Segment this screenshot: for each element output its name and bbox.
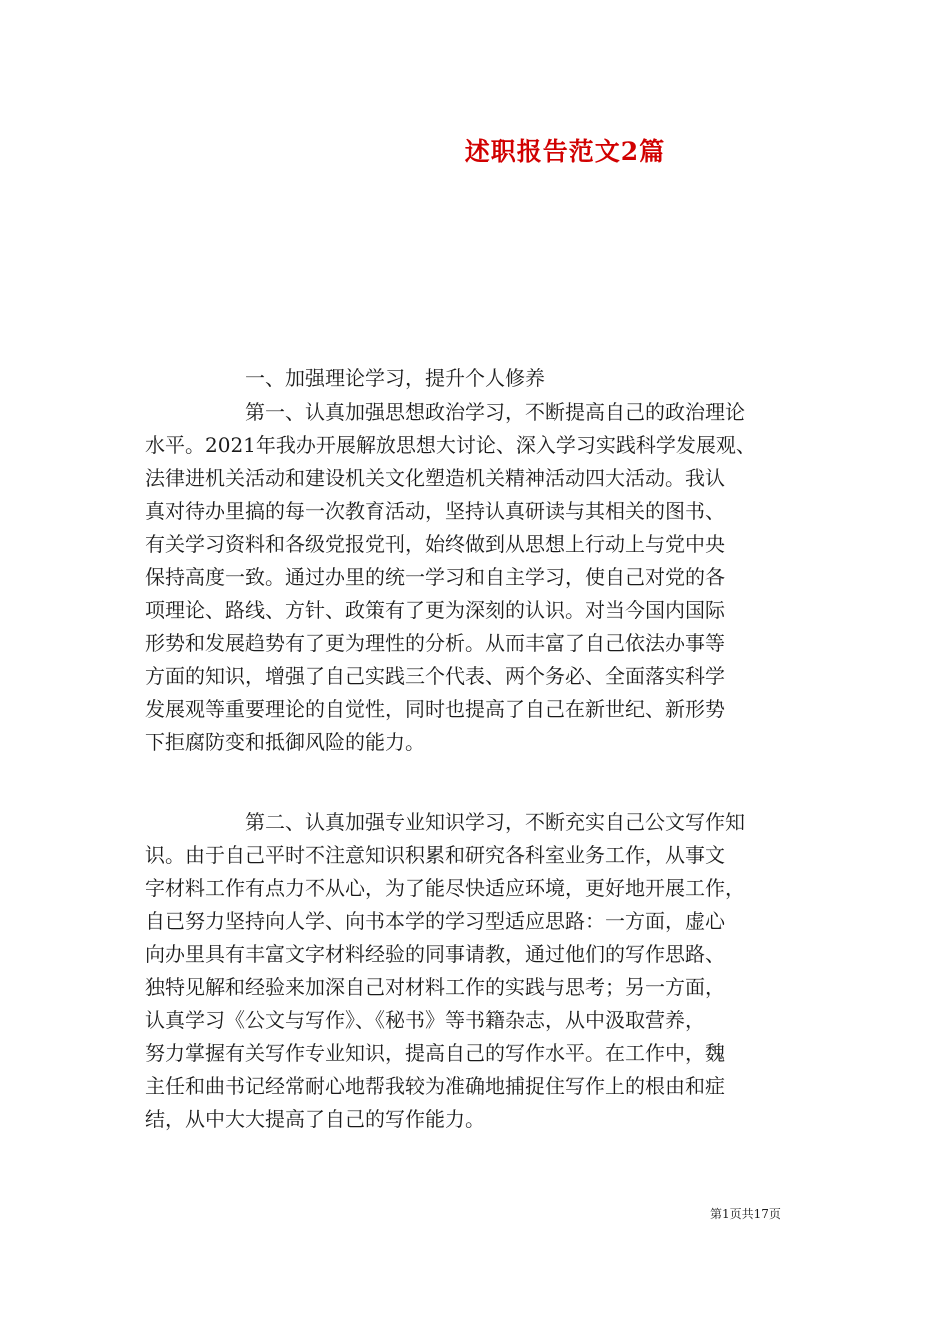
paragraph-2 [145, 806, 815, 1136]
paragraph-line: 保持高度一致。通过办里的统一学习和自主学习，使自己对党的各 [145, 565, 725, 589]
page-number-footer: 第1页共17页 [710, 1207, 781, 1221]
paragraph-line: 方面的知识，增强了自己实践三个代表、两个务必、全面落实科学 [145, 664, 725, 688]
paragraph-line: 水平。2021年我办开展解放思想大讨论、深入学习实践科学发展观、 [145, 433, 756, 457]
paragraph-line: 独特见解和经验来加深自己对材料工作的实践与思考；另一方面， [145, 975, 725, 999]
paragraph-line: 第二、认真加强专业知识学习，不断充实自己公文写作知 [245, 810, 745, 834]
paragraph-line: 项理论、路线、方针、政策有了更为深刻的认识。对当今国内国际 [145, 598, 725, 622]
paragraph-line: 结，从中大大提高了自己的写作能力。 [145, 1107, 485, 1131]
paragraph-line: 主任和曲书记经常耐心地帮我较为准确地捕捉住写作上的根由和症 [145, 1074, 725, 1098]
paragraph-line: 法律进机关活动和建设机关文化塑造机关精神活动四大活动。我认 [145, 466, 725, 490]
paragraph-1 [145, 396, 815, 759]
paragraph-line: 真对待办里搞的每一次教育活动，坚持认真研读与其相关的图书、 [145, 499, 725, 523]
paragraph-line: 形势和发展趋势有了更为理性的分析。从而丰富了自己依法办事等 [145, 631, 725, 655]
paragraph-line: 字材料工作有点力不从心，为了能尽快适应环境，更好地开展工作， [145, 876, 745, 900]
section-heading: 一、加强理论学习，提升个人修养 [245, 366, 545, 390]
paragraph-line: 认真学习《公文与写作》、《秘书》等书籍杂志，从中汲取营养， [145, 1008, 705, 1032]
paragraph-line: 第一、认真加强思想政治学习，不断提高自己的政治理论 [245, 400, 745, 424]
document-title: 述职报告范文2篇 [464, 137, 666, 166]
paragraph-line: 向办里具有丰富文字材料经验的同事请教，通过他们的写作思路、 [145, 942, 725, 966]
paragraph-line: 有关学习资料和各级党报党刊，始终做到从思想上行动上与党中央 [145, 532, 725, 556]
paragraph-line: 发展观等重要理论的自觉性，同时也提高了自己在新世纪、新形势 [145, 697, 725, 721]
paragraph-line: 自已努力坚持向人学、向书本学的学习型适应思路：一方面，虚心 [145, 909, 725, 933]
paragraph-line: 努力掌握有关写作专业知识，提高自己的写作水平。在工作中，魏 [145, 1041, 725, 1065]
paragraph-line: 识。由于自己平时不注意知识积累和研究各科室业务工作，从事文 [145, 843, 725, 867]
paragraph-line: 下拒腐防变和抵御风险的能力。 [145, 730, 425, 754]
